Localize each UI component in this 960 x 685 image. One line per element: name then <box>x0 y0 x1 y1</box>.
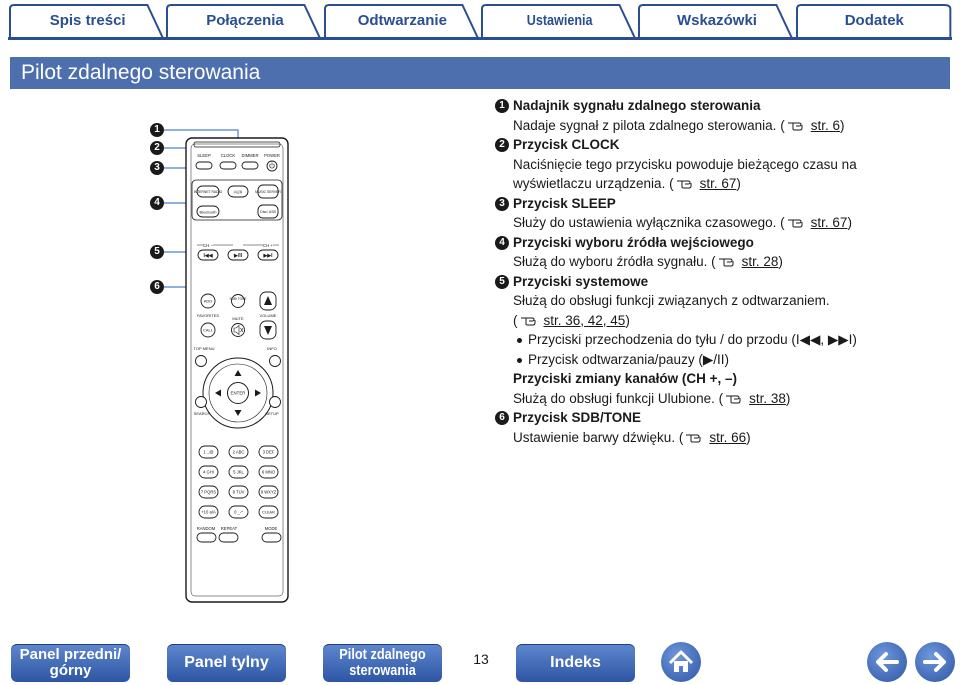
page-reference[interactable]: ( str. 67) <box>669 176 741 191</box>
button-description-list <box>495 96 935 447</box>
page-title: Pilot zdalnego sterowania <box>21 61 261 84</box>
bullet-skip-buttons: Przyciski przechodzenia do tyłu / do przodu (I◀◀, ▶▶I) <box>495 330 935 350</box>
arrow-right-icon <box>915 642 955 682</box>
item-4-heading <box>495 233 935 253</box>
pointing-hand-icon <box>676 177 698 189</box>
page-link[interactable]: str. 67 <box>810 215 848 230</box>
ir-transmitter <box>194 142 280 147</box>
sleep-button[interactable] <box>196 162 212 169</box>
item-5-heading <box>495 272 935 292</box>
label-clock: CLOCK <box>220 153 236 158</box>
item-1-heading <box>495 96 935 116</box>
item-text: Służą do obsługi funkcji Ulubione. <box>513 390 715 406</box>
key-label: 8 TUV <box>232 489 245 495</box>
forward-button[interactable] <box>915 642 955 682</box>
item-3-heading <box>495 194 935 214</box>
rear-panel-label: Panel tylny <box>184 654 269 671</box>
tab-odtwarzanie[interactable] <box>323 3 482 39</box>
tab-label: Wskazówki <box>676 12 757 29</box>
item-number-badge: 2 <box>495 138 509 152</box>
label-aux: AUX <box>233 189 243 195</box>
label-ch-plus: CH + <box>262 243 274 248</box>
label-info: INFO <box>267 346 277 351</box>
tab-ustawienia[interactable] <box>480 3 639 39</box>
item-text: Służą do wyboru źródła sygnału. <box>513 254 708 269</box>
label-music-server: MUSIC SERVER <box>255 190 281 194</box>
tab-label: Połączenia <box>206 12 284 29</box>
label-top-menu: TOP MENU <box>193 346 215 351</box>
tab-spis-tresci[interactable] <box>8 3 167 39</box>
item-number-badge: 4 <box>495 236 509 250</box>
pointing-hand-icon <box>718 255 740 267</box>
callout-3: 3 <box>150 161 164 175</box>
clock-button[interactable] <box>220 162 236 169</box>
label-dimmer: DIMMER <box>241 153 259 158</box>
channel-buttons-heading: Przyciski zmiany kanałów (CH +, –) <box>513 371 737 386</box>
info-button[interactable] <box>270 356 281 367</box>
pointing-hand-icon <box>787 119 809 131</box>
top-tabs <box>8 3 952 39</box>
navigation-pad <box>203 358 273 428</box>
front-panel-button[interactable] <box>11 644 130 682</box>
random-button[interactable] <box>197 533 216 542</box>
label-enter: ENTER <box>230 390 246 396</box>
item-text: Służą do obsługi funkcji związanych z odtwarzaniem. <box>513 293 830 308</box>
item-2-body <box>495 155 935 194</box>
key-label: 7 PQRS <box>200 489 217 495</box>
item-5-body <box>495 291 935 330</box>
rear-panel-button[interactable] <box>167 644 286 682</box>
page-link[interactable]: str. 38 <box>749 390 786 406</box>
item-6-heading <box>495 408 935 428</box>
label-favorites: FAVORITES <box>196 313 220 318</box>
tab-polaczenia[interactable] <box>165 3 324 39</box>
key-label: 6 MNO <box>261 469 276 475</box>
front-panel-label: Panel przedni/ górny <box>19 646 122 679</box>
play-pause-icon: ▶/II <box>233 253 243 259</box>
tab-label: Odtwarzanie <box>357 12 447 29</box>
label-call: CALL <box>202 327 214 333</box>
item-title: Przycisk CLOCK <box>513 137 620 152</box>
label-power: POWER <box>264 153 280 158</box>
mute-button[interactable] <box>232 324 245 337</box>
item-number-badge: 1 <box>495 99 509 113</box>
index-button[interactable] <box>516 644 635 682</box>
pointing-hand-icon <box>725 392 747 404</box>
callout-5: 5 <box>150 245 164 259</box>
channel-buttons-body <box>495 389 935 409</box>
page-link[interactable]: str. 66 <box>709 429 747 445</box>
search-button[interactable] <box>196 397 207 408</box>
item-number-badge: 6 <box>495 411 509 425</box>
item-text: Służy do ustawienia wyłącznika czasowego. <box>513 215 777 230</box>
remote-control-button[interactable] <box>323 644 442 682</box>
tab-label: Ustawienia <box>526 12 593 29</box>
label-volume: VOLUME <box>259 313 277 318</box>
page-reference[interactable]: ( str. 38) <box>718 390 791 406</box>
item-title: Przyciski systemowe <box>513 273 649 289</box>
page-number: 13 <box>473 651 489 667</box>
tab-wskazowki[interactable] <box>637 3 796 39</box>
top-menu-button[interactable] <box>196 356 207 367</box>
page-link[interactable]: str. 36, 42, 45 <box>543 312 626 328</box>
skip-forward-icon: ▶▶I <box>263 253 273 259</box>
remote-control-label: Pilot zdalnego sterowania <box>339 646 426 679</box>
item-title: Przycisk SLEEP <box>513 195 616 211</box>
label-internet-radio: INTERNET RADIO <box>193 190 223 194</box>
dimmer-button[interactable] <box>242 162 258 169</box>
home-icon <box>661 642 701 682</box>
label-repeat: REPEAT <box>220 526 238 531</box>
item-title: Przyciski wyboru źródła wejściowego <box>513 234 754 250</box>
label-search: SEARCH <box>193 411 211 416</box>
tab-label: Dodatek <box>844 12 904 29</box>
callout-2: 2 <box>150 141 164 155</box>
label-sleep: SLEEP <box>197 153 211 158</box>
label-sdb-tone: SDB/ TONE <box>229 297 247 301</box>
page-reference[interactable]: ( str. 36, 42, 45) <box>513 312 630 328</box>
pointing-hand-icon <box>520 314 542 326</box>
tab-label: Spis treści <box>49 12 126 29</box>
home-button[interactable] <box>661 642 701 682</box>
key-label: CLEAR <box>262 510 275 515</box>
repeat-button[interactable] <box>219 533 238 542</box>
mode-button[interactable] <box>262 533 281 542</box>
item-1-body <box>495 116 935 136</box>
label-ch-minus: CH − <box>202 243 214 248</box>
index-label: Indeks <box>550 654 601 671</box>
key-label: 2 ABC <box>232 449 245 455</box>
key-label: 1 .,@ <box>203 449 214 455</box>
tab-underline <box>8 37 952 40</box>
item-4-body <box>495 252 935 272</box>
item-2-heading <box>495 135 935 155</box>
key-label: 9 WXYZ <box>260 489 277 495</box>
page-reference[interactable]: ( str. 67) <box>780 215 852 230</box>
item-3-body <box>495 213 935 233</box>
item-text: Nadaje sygnał z pilota zdalnego sterowania. <box>513 117 777 133</box>
label-disc-usb: Disc/ USB <box>260 210 276 214</box>
bullet-play-pause: Przycisk odtwarzania/pauzy (▶/II) <box>495 350 935 370</box>
item-text: Naciśnięcie tego przycisku powoduje bieżącego czasu na wyświetlaczu urządzenia. <box>513 156 857 191</box>
callout-1: 1 <box>150 123 164 137</box>
page-link[interactable]: str. 67 <box>699 176 737 191</box>
item-number-badge: 5 <box>495 275 509 289</box>
callout-4: 4 <box>150 196 164 210</box>
pointing-hand-icon <box>787 216 809 228</box>
key-label: 0 _-* <box>234 509 243 515</box>
page-link[interactable]: str. 28 <box>741 254 779 269</box>
callout-6: 6 <box>150 280 164 294</box>
key-label: 5 JKL <box>233 469 244 475</box>
key-label: 4 GHI <box>203 469 214 475</box>
key-label: +10 a/A <box>201 509 216 515</box>
page-reference[interactable]: ( str. 28) <box>711 254 783 269</box>
page-reference[interactable]: ( str. 6) <box>780 117 845 133</box>
back-button[interactable] <box>867 642 907 682</box>
remote-control-illustration <box>140 118 300 608</box>
item-title: Nadajnik sygnału zdalnego sterowania <box>513 98 761 113</box>
item-number-badge: 3 <box>495 197 509 211</box>
item-6-body <box>495 428 935 448</box>
item-text: Ustawienie barwy dźwięku. <box>513 429 676 445</box>
arrow-left-icon <box>867 642 907 682</box>
setup-button[interactable] <box>270 397 281 408</box>
page-reference[interactable]: ( str. 66) <box>678 429 751 445</box>
label-random: RANDOM <box>196 526 216 531</box>
pointing-hand-icon <box>685 431 707 443</box>
tab-dodatek[interactable] <box>795 3 954 39</box>
label-mute: MUTE <box>232 316 244 321</box>
label-bluetooth: Bluetooth <box>199 209 217 215</box>
item-title: Przycisk SDB/TONE <box>513 410 642 425</box>
label-add: ADD <box>203 298 213 304</box>
label-setup: SETUP <box>265 411 279 416</box>
skip-back-icon: I◀◀ <box>203 253 213 259</box>
page-link[interactable]: str. 6 <box>810 117 840 133</box>
page-title-banner <box>10 57 950 89</box>
label-mode: MODE <box>264 526 278 531</box>
key-label: 3 DEF <box>262 449 275 455</box>
